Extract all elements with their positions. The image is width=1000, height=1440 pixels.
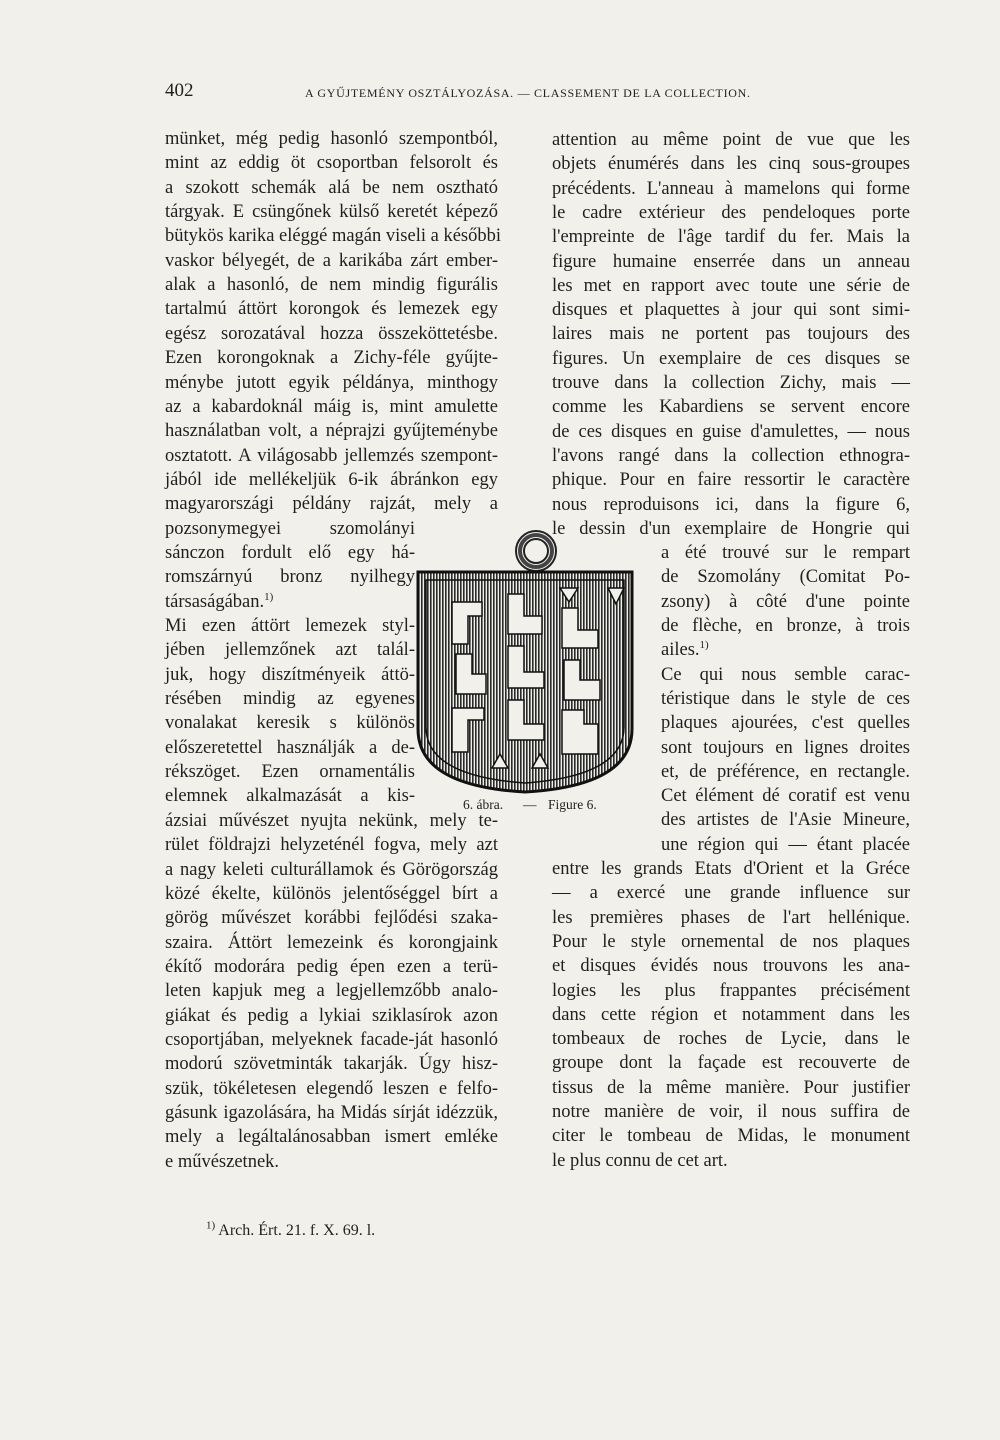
pendant-illustration (412, 524, 638, 814)
text-line: comme les Kabardiens se servent encore (552, 397, 910, 418)
text-line: ailes.$^{1)}$ (661, 639, 709, 661)
text-line: jében jellemzőnek azt talál- (165, 640, 415, 661)
text-line: münket, még pedig hasonló szempontból, (165, 129, 498, 149)
text-line: görög művészet korábbi fejlődési szaka- (165, 908, 498, 929)
text-line: groupe dont la façade est recouverte de (552, 1053, 910, 1074)
text-line: résében mindig az egyenes (165, 689, 415, 710)
text-line: — a exercé une grande influence sur (552, 883, 910, 904)
text-line: trouve dans la collection Zichy, mais — (552, 373, 910, 393)
text-line: a été trouvé sur le rempart (661, 543, 910, 564)
text-line: Ce qui nous semble carac- (661, 664, 910, 685)
text-line: közé ékelte, különös jelentőséggel bírt a (165, 883, 498, 904)
text-line: a szokott schemák alá be nem osztható (165, 177, 498, 198)
text-line: téristique dans le style de ces (661, 688, 910, 709)
figure-caption-hu: 6. ábra. (463, 797, 504, 812)
text-line: leten kapjuk meg a legjellemzőbb analo- (165, 981, 498, 1002)
text-line: e művészetnek. (165, 1151, 280, 1172)
text-line: des artistes de l'Asie Mineure, (661, 810, 910, 831)
text-line: les premières phases de l'art hellénique. (552, 907, 910, 928)
footnote-marker: 1) (699, 639, 709, 652)
text-line: vaskor bélyegét, de a karikába zárt ember- (165, 250, 498, 271)
text-line: giákat és pedig a lykiai sziklasírok azon (165, 1005, 498, 1026)
text-line: une région qui — étant placée (661, 834, 910, 855)
text-line: csoportjában, melyeknek facade-ját hasonló (165, 1029, 498, 1050)
footnote (206, 1219, 376, 1240)
text-line: précédents. L'anneau à mamelons qui forme (552, 178, 910, 199)
text-line: mint az eddig öt csoportban felsorolt és (165, 153, 498, 174)
text-line: l'empreinte de l'âge tardif du fer. Mais la (552, 227, 910, 248)
text-line: ménybe jutott egyik példánya, minthogy (165, 372, 498, 393)
running-title: A GYŰJTEMÉNY OSZTÁLYOZÁSA. — CLASSEMENT DE LA COLLECTION. (305, 86, 751, 100)
text-line: phique. Pour en faire ressortir le caractère (552, 470, 910, 491)
text-line: de Szomolány (Comitat Po- (661, 567, 910, 588)
text-line: juk, hogy diszítményeik áttö- (165, 664, 415, 685)
text-line: a nagy keleti culturállamok és Görögország (165, 859, 498, 880)
text-line: rékszöget. Ezen ornamentális (165, 762, 415, 783)
text-line: romszárnyú bronz nyilhegy (165, 567, 415, 588)
text-line: figure humaine enserrée dans un anneau (552, 251, 910, 272)
text-line: vonalakat keresik s különös (165, 713, 415, 734)
text-line: tombeaux de roches de Lycie, dans le (552, 1029, 910, 1050)
text-line: nous reproduisons ici, dans la figure 6, (552, 494, 910, 515)
text-line: entre les grands Etats d'Orient et la Gréce (552, 859, 910, 879)
text-line: társaságában.$^{1)}$ (165, 590, 274, 612)
figure-caption-fr: Figure 6. (548, 797, 597, 812)
text-line: modorú szövetminták takarják. Úgy hisz- (165, 1054, 498, 1075)
text-line: előszeretettel használják a de- (165, 737, 415, 758)
text-line: az a kabardoknál máig is, mint amulette (165, 396, 498, 417)
text-line: ékítő modorára pedig épen ezen a terü- (165, 956, 498, 977)
text-line: gásunk igazolására, ha Midás sírját idézzük, (165, 1103, 498, 1123)
text-line: jából ide mellékeljük 6-ik ábránkon egy (165, 469, 498, 490)
text-line: de ces disques en guise d'amulettes, — nous (552, 421, 910, 442)
text-line: de flèche, en bronze, à trois (661, 616, 910, 636)
text-line: laires mais ne portent pas toujours des (552, 324, 910, 345)
text-line: osztatott. A világosabb jellemzés szempont- (165, 445, 498, 466)
text-line: le dessin d'un exemplaire de Hongrie qui (552, 518, 910, 539)
text-line: notre manière de voir, il nous suffira de (552, 1102, 910, 1122)
text-line: rület földrajzi helyzeténél fogva, mely azt (165, 835, 498, 856)
text-line: magyarországi példány rajzát, mely a (165, 494, 498, 515)
text-line: használatban volt, a néprajzi gyűjteménybe (165, 421, 498, 442)
text-line: szük, tökéletesen elegendő leszen e felfo- (165, 1078, 498, 1099)
text-line: figures. Un exemplaire de ces disques se (552, 348, 910, 369)
text-line: et disques évidés nous trouvons les ana- (552, 956, 910, 977)
text-line: tartalmú áttört korongok és lemezek egy (165, 299, 498, 320)
text-line: szaira. Áttört lemezeink és korongjaink (165, 932, 498, 953)
text-line: ázsiai művészet nyujta nekünk, mely te- (165, 810, 498, 831)
text-line: bütykös karika eléggé magán viseli a későbbi (165, 226, 501, 247)
text-line: egész sorozatával hozza összeköttetésbe. (165, 323, 498, 344)
text-line: les met en rapport avec toute une série de (552, 275, 910, 296)
text-line: mely a legáltalánosabban ismert emléke (165, 1127, 498, 1148)
text-line: plaques ajourées, c'est quelles (661, 713, 910, 734)
text-line: Mi ezen áttört lemezek styl- (165, 616, 415, 636)
page-number: 402 (165, 80, 194, 101)
text-line: zsony) à côté d'une pointe (661, 591, 910, 612)
footnote-marker: 1) (264, 590, 274, 603)
text-line: objets énumérés dans les cinq sous-groupes (552, 154, 910, 175)
text-line: alak a hasonló, de nem mindig figurális (165, 275, 498, 296)
suspension-ring (516, 531, 556, 571)
text-line: sánczon fordult elő egy há- (165, 542, 415, 563)
text-line: disques et plaquettes à jour qui sont simi- (552, 300, 910, 321)
figure-caption-sep: — (523, 797, 537, 812)
text-line: sont toujours en lignes droites (661, 737, 910, 758)
text-line: le plus connu de cet art. (552, 1150, 728, 1171)
text-line: l'avons rangé dans la collection ethnogra- (552, 445, 910, 466)
footnote-text: Arch. Ért. 21. f. X. 69. l. (218, 1222, 376, 1239)
text-line: elemnek alkalmazását a kis- (165, 786, 415, 807)
text-line: le cadre extérieur des pendeloques porte (552, 202, 910, 223)
text-line: attention au même point de vue que les (552, 130, 910, 150)
text-line: tissus de la même manière. Pour justifier (552, 1077, 910, 1098)
text-line: et, de préférence, en rectangle. (661, 761, 910, 782)
text-line: Pour le style ornemental de nos plaques (552, 931, 910, 952)
footnote-marker: 1) (206, 1219, 216, 1232)
text-line: dans cette région et notamment dans les (552, 1004, 910, 1025)
text-line: pozsonymegyei szomolányi (165, 518, 415, 539)
text-line: Cet élément dé coratif est venu (661, 786, 910, 807)
text-line: tárgyak. E csüngőnek külső keretét képező (165, 202, 498, 223)
text-line: citer le tombeau de Midas, le monument (552, 1126, 910, 1147)
text-line: Ezen korongoknak a Zichy-féle gyűjte- (165, 348, 498, 369)
text-line: logies les plus frappantes précisément (552, 980, 910, 1001)
